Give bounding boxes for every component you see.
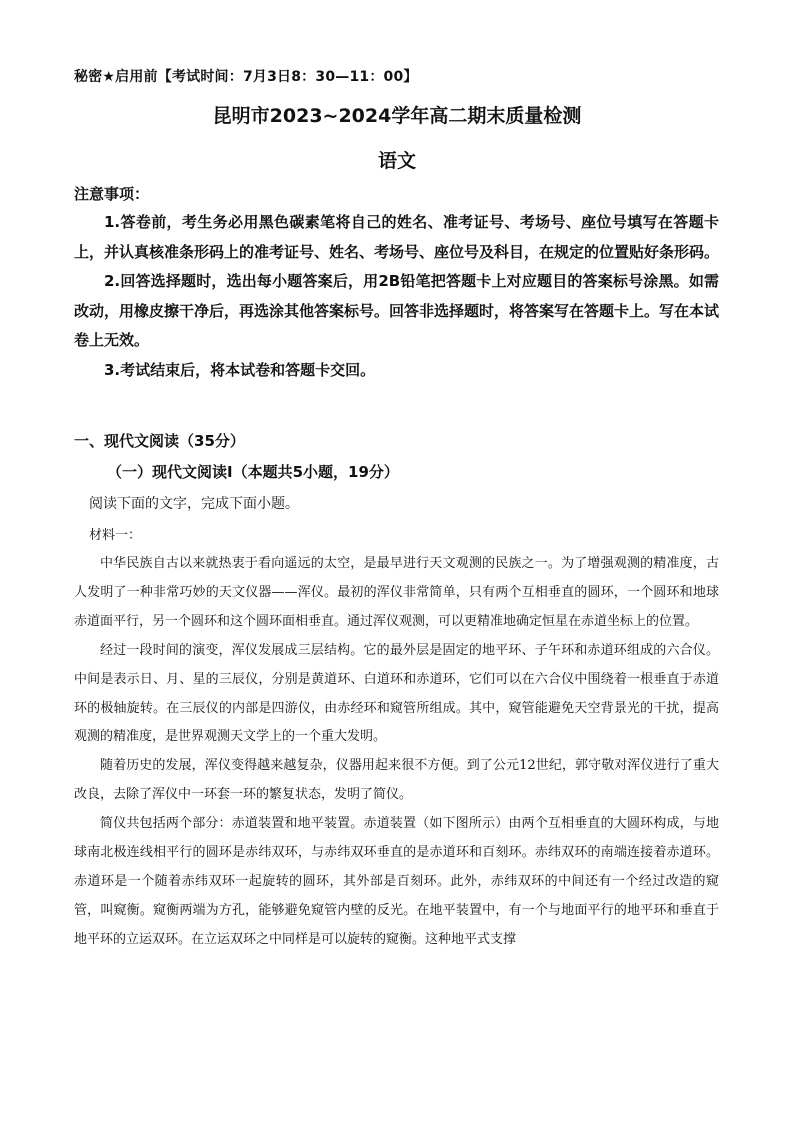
note-item-1: 1.答卷前，考生务必用黑色碳素笔将自己的姓名、准考证号、考场号、座位号填写在答题卡上，并认真核准条形码上的准考证号、姓名、考场号、座位号及科目，在规定的位置贴好条形码。 bbox=[74, 213, 720, 261]
passage-paragraph-1: 中华民族自古以来就热衷于看向遥远的太空，是最早进行天文观测的民族之一。为了增强观测的精准度，古人发明了一种非常巧妙的天文仪器——浑仪。最初的浑仪非常简单，只有两个互相垂直的圆环，一个圆环和地球赤道面平行，另一个圆环和这个圆环面相垂直。通过浑仪观测，可以更精准地确定恒星在赤道坐标上的位置。 bbox=[74, 556, 719, 629]
confidential-time-line: 秘密★启用前【考试时间：7月3日8：30—11：00】 bbox=[74, 69, 418, 85]
passage-paragraph-4: 简仪共包括两个部分：赤道装置和地平装置。赤道装置（如下图所示）由两个互相垂直的大圆环构成，与地球南北极连线相平行的圆环是赤纬双环，与赤纬双环垂直的是赤道环和百刻环。赤纬双环的南端连接着赤道环。赤道环是一个随着赤纬双环一起旋转的圆环，其外部是百刻环。此外，赤纬双环的中间还有一个经过改造的窥管，叫窥衡。窥衡两端为方孔，能够避免窥管内壁的反光。在地平装置中，有一个与地面平行的地平环和垂直于地平环的立运双环。在立运双环之中同样是可以旋转的窥衡。这种地平式支撑 bbox=[74, 816, 719, 947]
passage-paragraph-3: 随着历史的发展，浑仪变得越来越复杂，仪器用起来很不方便。到了公元12世纪，郭守敬对浑仪进行了重大改良，去除了浑仪中一环套一环的繁复状态，发明了简仪。 bbox=[74, 758, 719, 803]
subsection-heading: （一）现代文阅读Ⅰ（本题共5小题，19分） bbox=[107, 463, 399, 481]
note-item-2: 2.回答选择题时，选出每小题答案后，用2B铅笔把答题卡上对应题目的答案标号涂黑。如需改动，用橡皮擦干净后，再选涂其他答案标号。回答非选择题时，将答案写在答题卡上。写在本试卷上无效。 bbox=[74, 272, 720, 350]
material-label: 材料一： bbox=[89, 528, 142, 543]
reading-instruction: 阅读下面的文字，完成下面小题。 bbox=[89, 496, 299, 512]
note-item-3: 3.考试结束后，将本试卷和答题卡交回。 bbox=[104, 360, 376, 379]
notes-list bbox=[74, 208, 719, 386]
passage-paragraph-2: 经过一段时间的演变，浑仪发展成三层结构。它的最外层是固定的地平环、子午环和赤道环组成的六合仪。中间是表示日、月、星的三辰仪，分别是黄道环、白道环和赤道环，它们可以在六合仪中围绕着一根垂直于赤道环的极轴旋转。在三辰仪的内部是四游仪，由赤经环和窥管所组成。其中，窥管能避免天空背景光的干扰，提高观测的精准度，是世界观测天文学上的一个重大发明。 bbox=[74, 642, 719, 745]
section-heading: 一、现代文阅读（35分） bbox=[74, 432, 245, 450]
notes-heading: 注意事项： bbox=[74, 185, 150, 203]
passage-body bbox=[74, 550, 719, 955]
exam-title: 昆明市2023~2024学年高二期末质量检测 bbox=[212, 105, 582, 127]
subject-title: 语文 bbox=[377, 150, 416, 172]
